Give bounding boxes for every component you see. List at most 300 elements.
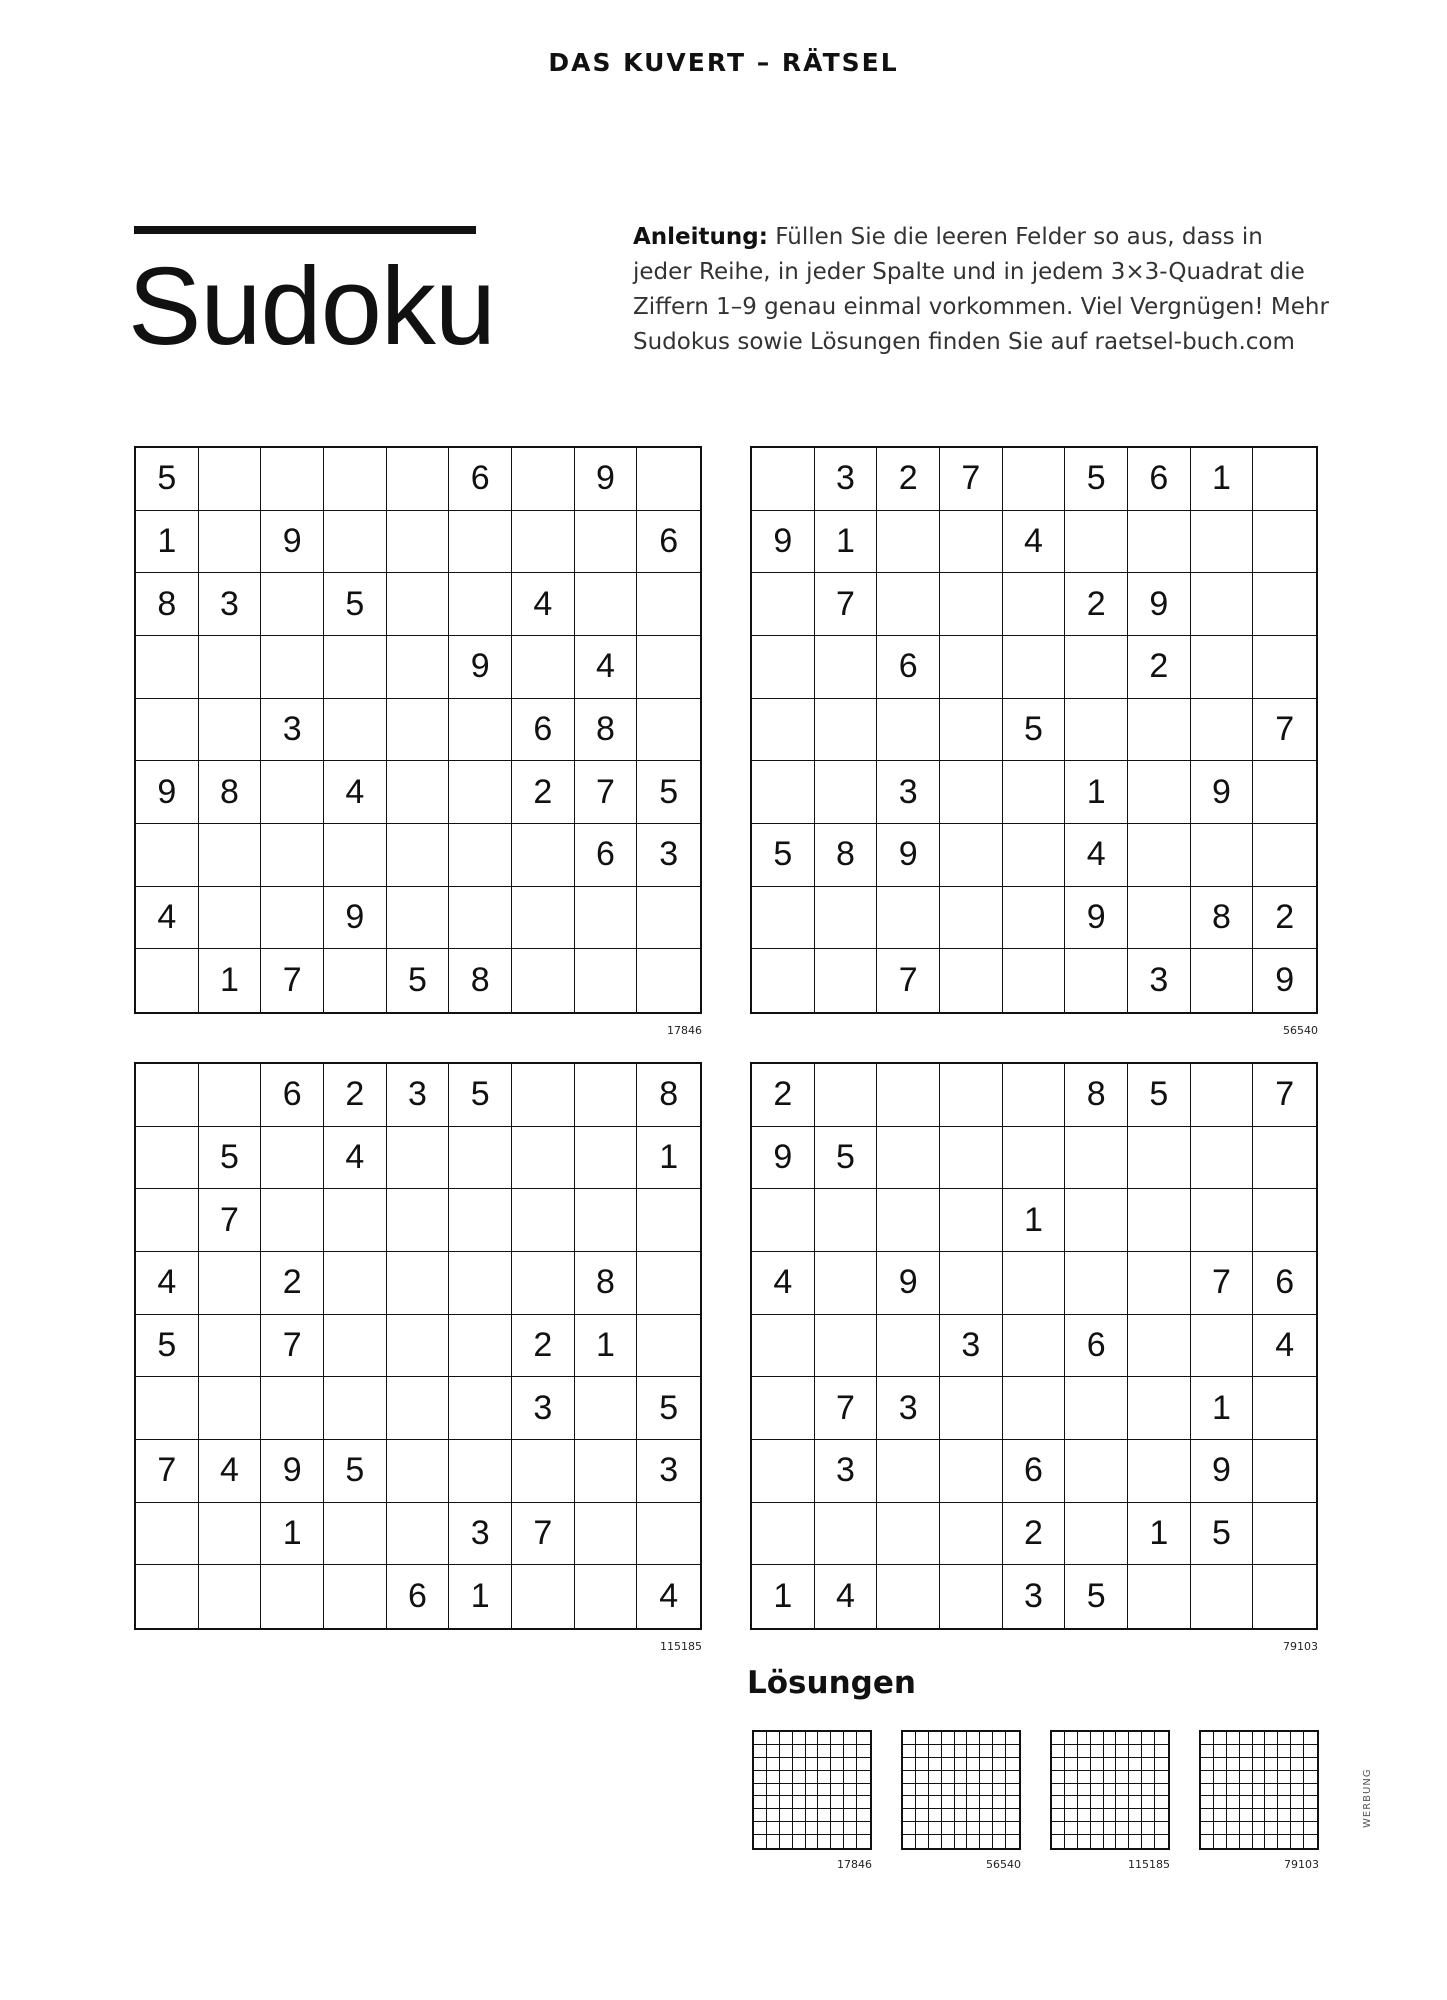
sudoku-cell: 5	[815, 1127, 878, 1190]
solution-cell	[754, 1758, 767, 1771]
solution-cell	[993, 1835, 1006, 1848]
sudoku-cell	[1128, 511, 1191, 574]
solution-cell	[916, 1732, 929, 1745]
sudoku-cell	[1003, 573, 1066, 636]
solution-cell	[1116, 1758, 1129, 1771]
sudoku-cell	[940, 636, 1003, 699]
sudoku-cell	[940, 573, 1003, 636]
solution-cell	[942, 1784, 955, 1797]
sudoku-cell	[449, 761, 512, 824]
sudoku-cell	[387, 1252, 450, 1315]
solution-cell	[1253, 1784, 1266, 1797]
solution-cell	[1091, 1745, 1104, 1758]
solution-cell	[1052, 1822, 1065, 1835]
solution-cell	[1006, 1732, 1019, 1745]
solution-cell	[1201, 1796, 1214, 1809]
sudoku-cell: 4	[512, 573, 575, 636]
sudoku-cell	[752, 1440, 815, 1503]
sudoku-cell	[1065, 1440, 1128, 1503]
solution-cell	[993, 1771, 1006, 1784]
sudoku-cell	[199, 636, 262, 699]
solution-cell	[1142, 1822, 1155, 1835]
solution-cell	[993, 1822, 1006, 1835]
sudoku-cell	[1253, 448, 1316, 511]
sudoku-cell: 9	[1275, 961, 1295, 1000]
solution-cell	[1065, 1771, 1078, 1784]
sudoku-cell	[1253, 1189, 1316, 1252]
solution-cell	[818, 1784, 831, 1797]
solution-cell	[1265, 1784, 1278, 1797]
sudoku-cell	[512, 511, 575, 574]
solution-cell	[767, 1796, 780, 1809]
solution-cell	[967, 1796, 980, 1809]
solution-cell	[1078, 1784, 1091, 1797]
solution-cell	[1129, 1784, 1142, 1797]
sudoku-cell	[575, 1503, 638, 1566]
solution-cell	[844, 1809, 857, 1822]
sudoku-cell	[1065, 949, 1128, 1012]
sudoku-cell: 9	[261, 511, 324, 574]
sudoku-cell: 6	[387, 1565, 450, 1628]
solution-cell	[916, 1822, 929, 1835]
solution-cell	[1142, 1771, 1155, 1784]
sudoku-cell: 9	[752, 1127, 815, 1190]
sudoku-cell	[136, 699, 199, 762]
solution-cell	[1227, 1758, 1240, 1771]
solution-cell	[857, 1835, 870, 1848]
sudoku-cell	[1065, 1189, 1128, 1252]
sudoku-cell	[449, 1252, 512, 1315]
solution-cell	[916, 1796, 929, 1809]
sudoku-cell: 2	[512, 761, 575, 824]
sudoku-cell: 6	[1128, 448, 1191, 511]
sudoku-cell	[940, 824, 1003, 887]
solution-cell	[1240, 1758, 1253, 1771]
sudoku-cell: 9	[261, 1440, 324, 1503]
solution-cell	[754, 1835, 767, 1848]
sudoku-cell: 4	[324, 761, 387, 824]
sudoku-cell	[449, 699, 512, 762]
sudoku-cell	[324, 1503, 387, 1566]
sudoku-cell: 5	[752, 824, 815, 887]
sudoku-cell	[449, 1440, 512, 1503]
solution-cell	[942, 1835, 955, 1848]
solution-cell	[1065, 1809, 1078, 1822]
sudoku-cell: 4	[1253, 1315, 1316, 1378]
sudoku-cell	[1128, 761, 1191, 824]
solution-cell	[1155, 1745, 1168, 1758]
sudoku-cell	[136, 824, 199, 887]
solution-cell	[903, 1758, 916, 1771]
sudoku-cell: 3	[877, 761, 940, 824]
sudoku-cell	[387, 1189, 450, 1252]
sudoku-cell	[387, 1503, 450, 1566]
sudoku-cell	[449, 1127, 512, 1190]
sudoku-cell	[940, 949, 1003, 1012]
solution-cell	[993, 1732, 1006, 1745]
solution-cell	[1265, 1771, 1278, 1784]
solution-cell	[1265, 1822, 1278, 1835]
solutions-heading: Lösungen	[747, 1665, 916, 1701]
sudoku-cell	[136, 1503, 199, 1566]
solution-cell	[929, 1809, 942, 1822]
sudoku-cell	[575, 1064, 638, 1127]
sudoku-cell	[1003, 1252, 1066, 1315]
solution-cell	[1116, 1732, 1129, 1745]
sudoku-cell	[1065, 1377, 1128, 1440]
sudoku-cell	[512, 1189, 575, 1252]
sudoku-cell: 2	[752, 1064, 815, 1127]
sudoku-cell	[261, 573, 324, 636]
sudoku-cell	[512, 887, 575, 950]
solution-thumbnail-1	[752, 1730, 872, 1850]
sudoku-cell	[752, 573, 815, 636]
solution-cell	[1006, 1809, 1019, 1822]
solution-cell	[1240, 1809, 1253, 1822]
sudoku-cell	[1003, 1064, 1066, 1127]
solution-cell	[818, 1796, 831, 1809]
sudoku-cell	[940, 1503, 1003, 1566]
sudoku-cell: 3	[815, 1440, 878, 1503]
solution-cell	[955, 1835, 968, 1848]
solution-cell	[1052, 1758, 1065, 1771]
sudoku-cell	[387, 887, 450, 950]
sudoku-cell	[752, 1503, 815, 1566]
sudoku-cell	[512, 1252, 575, 1315]
sudoku-cell: 3	[815, 448, 878, 511]
solution-cell	[1214, 1745, 1227, 1758]
sudoku-cell: 9	[1191, 761, 1254, 824]
sudoku-cell	[199, 699, 262, 762]
solution-cell	[780, 1732, 793, 1745]
solution-cell	[916, 1835, 929, 1848]
solution-cell	[1065, 1784, 1078, 1797]
solution-cell	[1240, 1796, 1253, 1809]
solution-cell	[857, 1784, 870, 1797]
solution-cell	[767, 1809, 780, 1822]
solution-cell	[1265, 1758, 1278, 1771]
sudoku-cell	[512, 949, 575, 1012]
solution-id-4: 79103	[1284, 1858, 1319, 1871]
solution-cell	[780, 1771, 793, 1784]
sudoku-cell	[1191, 699, 1254, 762]
solution-cell	[754, 1809, 767, 1822]
solution-cell	[767, 1835, 780, 1848]
solution-cell	[818, 1732, 831, 1745]
sudoku-grid-2	[750, 446, 1318, 1014]
solution-cell	[793, 1771, 806, 1784]
sudoku-cell: 2	[512, 1315, 575, 1378]
sudoku-cell: 6	[1065, 1315, 1128, 1378]
solution-cell	[1227, 1796, 1240, 1809]
solution-cell	[1291, 1835, 1304, 1848]
solution-cell	[1214, 1822, 1227, 1835]
sudoku-cell: 1	[1191, 448, 1254, 511]
solution-cell	[967, 1822, 980, 1835]
solution-cell	[1006, 1771, 1019, 1784]
sudoku-cell	[387, 448, 450, 511]
sudoku-cell	[575, 1440, 638, 1503]
sudoku-cell: 1	[637, 1127, 700, 1190]
solution-cell	[1265, 1835, 1278, 1848]
sudoku-cell: 2	[324, 1064, 387, 1127]
solution-cell	[967, 1745, 980, 1758]
solution-cell	[1129, 1732, 1142, 1745]
solution-cell	[1304, 1771, 1317, 1784]
sudoku-cell	[575, 1565, 638, 1628]
solution-cell	[1116, 1822, 1129, 1835]
sudoku-cell: 7	[261, 949, 324, 1012]
solution-cell	[754, 1784, 767, 1797]
solution-cell	[831, 1732, 844, 1745]
instructions-line-3: Ziffern 1–9 genau einmal vorkommen. Viel Vergnügen! Mehr	[633, 294, 1329, 320]
sudoku-cell	[1191, 949, 1254, 1012]
solution-cell	[929, 1796, 942, 1809]
sudoku-cell	[136, 1064, 199, 1127]
solution-cell	[806, 1732, 819, 1745]
solution-cell	[916, 1758, 929, 1771]
solution-cell	[955, 1771, 968, 1784]
sudoku-cell: 4	[324, 1127, 387, 1190]
sudoku-cell: 5	[324, 1440, 387, 1503]
sudoku-cell	[387, 761, 450, 824]
solution-cell	[1291, 1822, 1304, 1835]
puzzle-id-3: 115185	[660, 1640, 702, 1653]
sudoku-cell: 5	[637, 761, 700, 824]
sudoku-cell	[1191, 1064, 1254, 1127]
solution-cell	[1278, 1732, 1291, 1745]
solution-cell	[967, 1732, 980, 1745]
solution-cell	[1240, 1784, 1253, 1797]
solution-thumbnail-3	[1050, 1730, 1170, 1850]
sudoku-cell	[637, 699, 700, 762]
sudoku-cell	[1065, 1503, 1128, 1566]
solution-cell	[980, 1745, 993, 1758]
sudoku-cell	[136, 949, 199, 1012]
sudoku-cell: 6	[1003, 1440, 1066, 1503]
solution-cell	[1291, 1758, 1304, 1771]
solution-cell	[793, 1732, 806, 1745]
solution-cell	[806, 1771, 819, 1784]
solution-cell	[980, 1835, 993, 1848]
solution-cell	[1278, 1771, 1291, 1784]
sudoku-cell	[1003, 949, 1066, 1012]
sudoku-cell	[387, 1377, 450, 1440]
solution-cell	[1142, 1732, 1155, 1745]
sudoku-cell: 7	[1191, 1252, 1254, 1315]
solution-cell	[955, 1796, 968, 1809]
sudoku-cell	[324, 1189, 387, 1252]
sudoku-cell: 4	[1003, 511, 1066, 574]
solution-cell	[1129, 1835, 1142, 1848]
sudoku-cell	[940, 761, 1003, 824]
sudoku-cell	[199, 824, 262, 887]
solution-cell	[1065, 1835, 1078, 1848]
solution-cell	[806, 1758, 819, 1771]
sudoku-cell: 7	[261, 1315, 324, 1378]
sudoku-cell	[877, 1064, 940, 1127]
solution-cell	[806, 1835, 819, 1848]
sudoku-cell	[877, 887, 940, 950]
solution-cell	[793, 1835, 806, 1848]
solution-cell	[1291, 1771, 1304, 1784]
solution-cell	[942, 1758, 955, 1771]
solution-cell	[1129, 1822, 1142, 1835]
sudoku-cell: 5	[449, 1064, 512, 1127]
sudoku-cell: 3	[199, 573, 262, 636]
solution-cell	[916, 1745, 929, 1758]
sudoku-cell	[1253, 1565, 1316, 1628]
solution-cell	[1304, 1745, 1317, 1758]
sudoku-cell	[1128, 824, 1191, 887]
solution-cell	[929, 1771, 942, 1784]
sudoku-cell	[1191, 1189, 1254, 1252]
solution-cell	[1278, 1784, 1291, 1797]
solution-cell	[1304, 1796, 1317, 1809]
sudoku-cell: 6	[575, 824, 638, 887]
solution-cell	[1201, 1732, 1214, 1745]
solution-cell	[1253, 1835, 1266, 1848]
solution-cell	[929, 1822, 942, 1835]
solution-cell	[916, 1784, 929, 1797]
solution-cell	[980, 1771, 993, 1784]
sudoku-cell	[1128, 699, 1191, 762]
sudoku-cell: 1	[1003, 1189, 1066, 1252]
solution-cell	[793, 1822, 806, 1835]
solution-cell	[793, 1758, 806, 1771]
solution-cell	[1065, 1758, 1078, 1771]
solution-cell	[806, 1796, 819, 1809]
solution-cell	[818, 1822, 831, 1835]
solution-cell	[1142, 1809, 1155, 1822]
solution-cell	[1129, 1745, 1142, 1758]
solution-cell	[1091, 1732, 1104, 1745]
solution-cell	[857, 1809, 870, 1822]
advertising-label: WERBUNG	[1362, 1768, 1373, 1828]
solution-cell	[754, 1745, 767, 1758]
sudoku-cell	[512, 1565, 575, 1628]
sudoku-cell	[512, 448, 575, 511]
instructions-label: Anleitung:	[633, 224, 768, 250]
solution-cell	[980, 1758, 993, 1771]
sudoku-cell: 3	[512, 1377, 575, 1440]
solution-cell	[793, 1809, 806, 1822]
solution-cell	[1227, 1822, 1240, 1835]
puzzle-id-1: 17846	[667, 1024, 702, 1037]
sudoku-cell	[199, 1565, 262, 1628]
solution-cell	[1214, 1784, 1227, 1797]
sudoku-cell	[387, 511, 450, 574]
sudoku-cell: 5	[637, 1377, 700, 1440]
title-rule	[134, 226, 476, 234]
sudoku-cell: 6	[877, 636, 940, 699]
sudoku-cell	[877, 573, 940, 636]
sudoku-cell: 5	[136, 1315, 199, 1378]
solution-cell	[1201, 1771, 1214, 1784]
solution-cell	[831, 1822, 844, 1835]
sudoku-cell: 1	[1128, 1503, 1191, 1566]
sudoku-grid-1	[134, 446, 702, 1014]
solution-cell	[1116, 1835, 1129, 1848]
solution-cell	[1091, 1796, 1104, 1809]
solution-cell	[1240, 1732, 1253, 1745]
solution-cell	[818, 1835, 831, 1848]
solution-cell	[1006, 1835, 1019, 1848]
solution-cell	[818, 1758, 831, 1771]
sudoku-cell	[752, 636, 815, 699]
sudoku-cell	[752, 448, 815, 511]
sudoku-cell	[940, 1440, 1003, 1503]
solution-cell	[955, 1822, 968, 1835]
solution-cell	[1065, 1732, 1078, 1745]
solution-cell	[1104, 1835, 1117, 1848]
solution-cell	[1091, 1822, 1104, 1835]
sudoku-cell: 2	[1128, 636, 1191, 699]
solution-cell	[1201, 1835, 1214, 1848]
sudoku-cell	[136, 1377, 199, 1440]
solution-cell	[1006, 1822, 1019, 1835]
sudoku-cell	[1253, 1440, 1316, 1503]
solution-cell	[903, 1745, 916, 1758]
sudoku-cell	[815, 887, 878, 950]
solution-cell	[929, 1758, 942, 1771]
solution-cell	[793, 1796, 806, 1809]
sudoku-cell: 7	[575, 761, 638, 824]
sudoku-cell	[575, 1127, 638, 1190]
sudoku-cell	[637, 1503, 700, 1566]
solution-cell	[1116, 1796, 1129, 1809]
solution-cell	[1052, 1796, 1065, 1809]
sudoku-cell: 6	[637, 511, 700, 574]
solution-cell	[1304, 1809, 1317, 1822]
solution-cell	[1078, 1758, 1091, 1771]
solution-cell	[1304, 1835, 1317, 1848]
sudoku-cell: 7	[512, 1503, 575, 1566]
sudoku-cell: 4	[575, 636, 638, 699]
solution-cell	[1155, 1732, 1168, 1745]
sudoku-cell	[1191, 511, 1254, 574]
solution-cell	[767, 1784, 780, 1797]
solution-cell	[1291, 1745, 1304, 1758]
solution-cell	[1240, 1771, 1253, 1784]
sudoku-cell	[752, 1189, 815, 1252]
sudoku-cell	[512, 636, 575, 699]
sudoku-cell: 1	[752, 1565, 815, 1628]
solution-cell	[831, 1796, 844, 1809]
sudoku-grid-3	[134, 1062, 702, 1630]
sudoku-cell	[815, 1252, 878, 1315]
solution-cell	[857, 1822, 870, 1835]
sudoku-cell: 5	[1065, 1565, 1128, 1628]
solution-cell	[844, 1758, 857, 1771]
solution-cell	[1227, 1809, 1240, 1822]
solution-cell	[1129, 1809, 1142, 1822]
sudoku-cell	[575, 887, 638, 950]
solution-cell	[1278, 1822, 1291, 1835]
solution-cell	[767, 1771, 780, 1784]
solution-cell	[1214, 1758, 1227, 1771]
solution-cell	[903, 1732, 916, 1745]
sudoku-cell: 4	[136, 887, 199, 950]
sudoku-cell: 8	[199, 761, 262, 824]
solution-cell	[1155, 1758, 1168, 1771]
sudoku-cell: 9	[877, 1252, 940, 1315]
sudoku-cell	[1065, 511, 1128, 574]
sudoku-cell: 9	[1191, 1440, 1254, 1503]
sudoku-cell	[1003, 636, 1066, 699]
sudoku-cell: 1	[1191, 1377, 1254, 1440]
sudoku-cell	[815, 1503, 878, 1566]
